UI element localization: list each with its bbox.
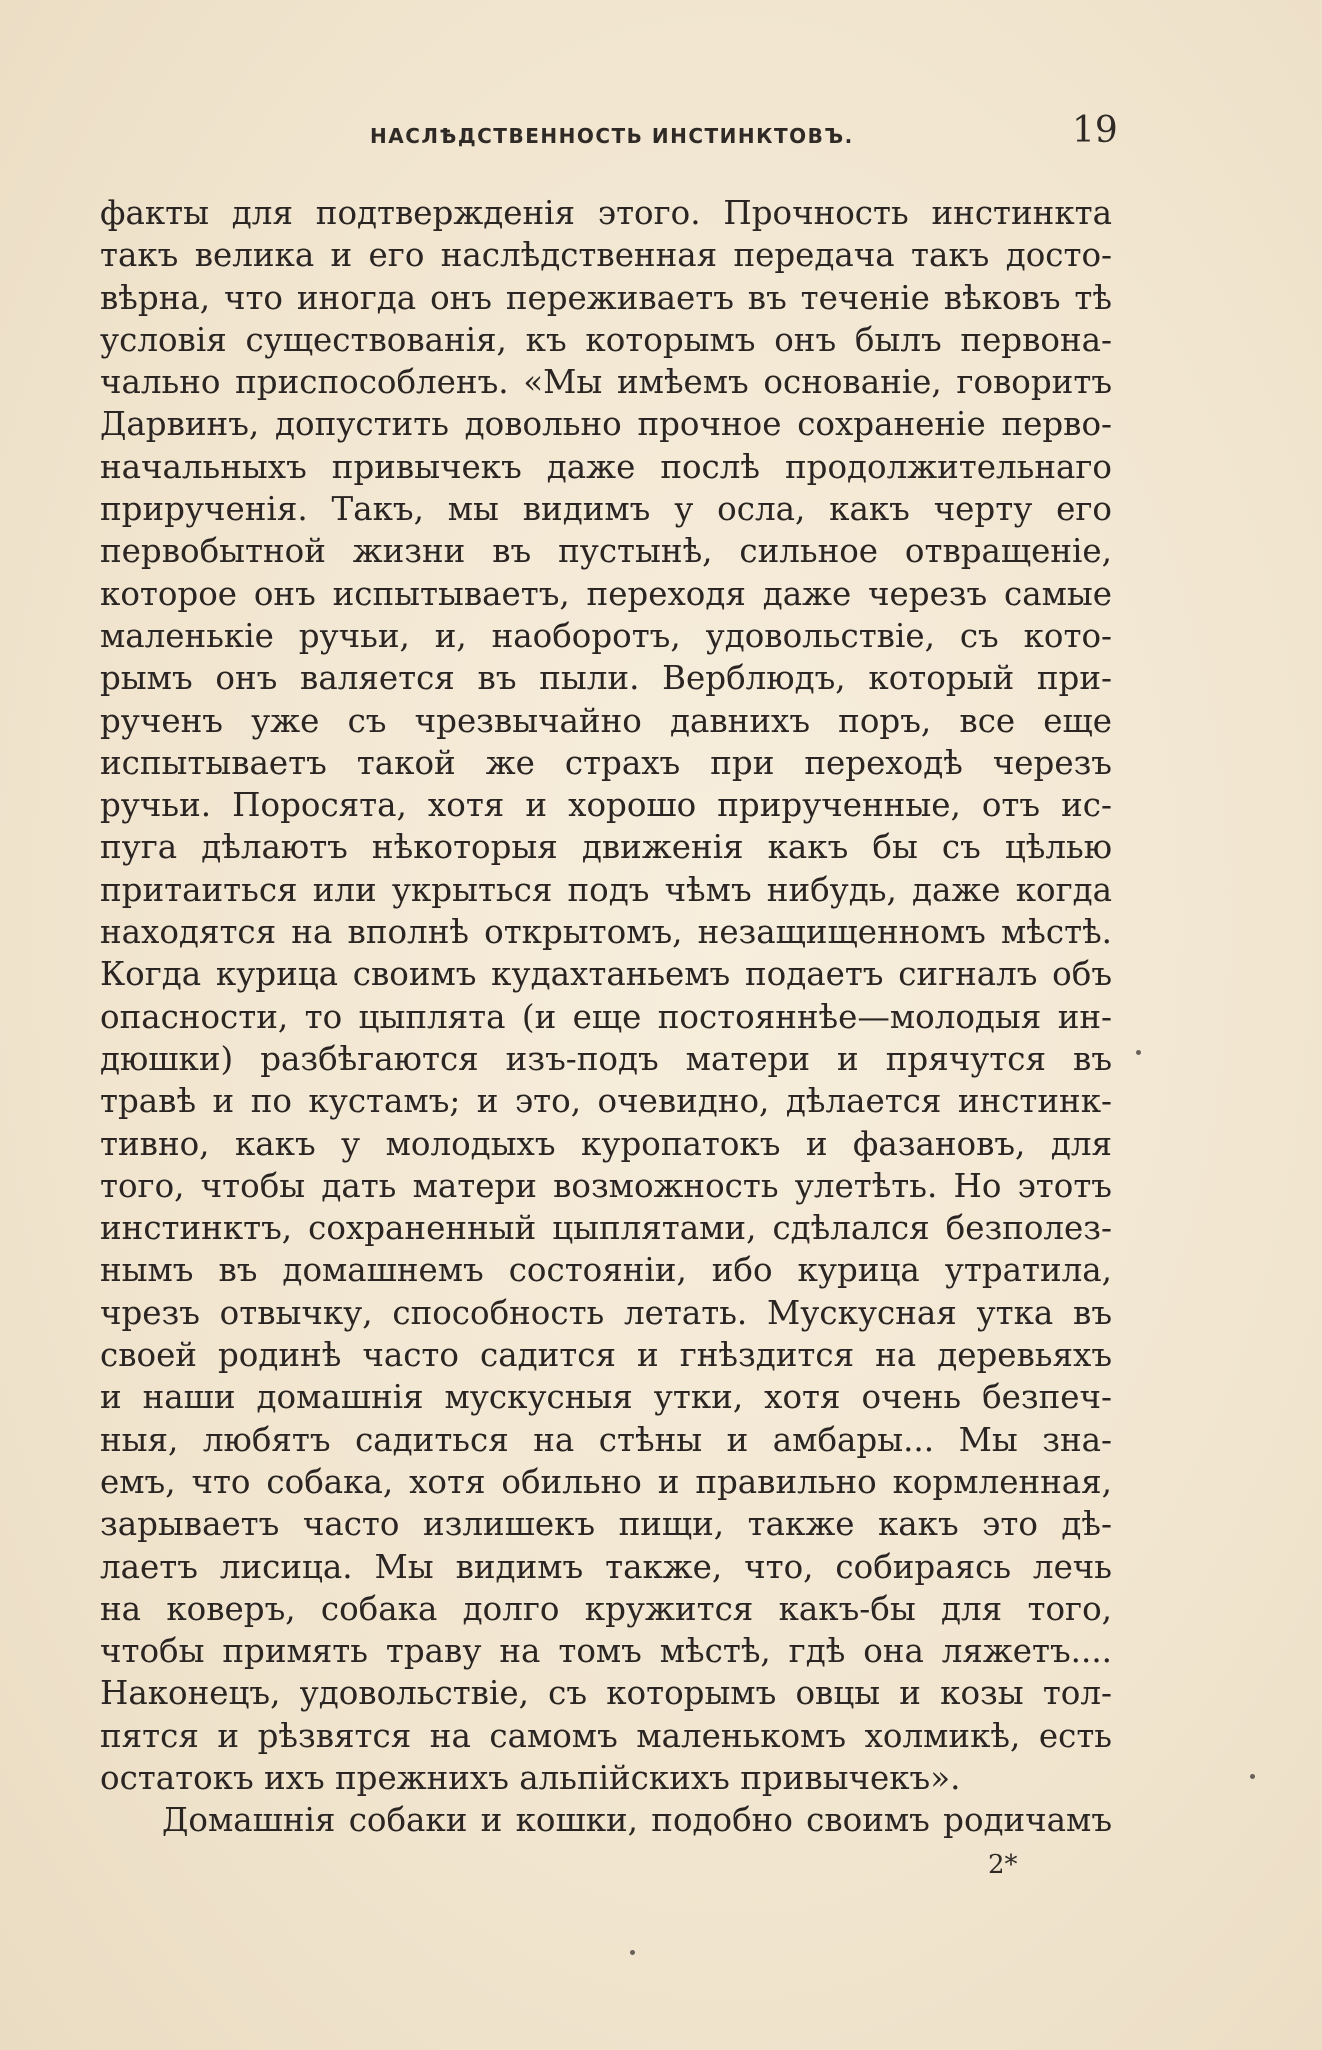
text-line: такъ велика и его наслѣдственная передача такъ досто- [100,236,1112,275]
text-line: вѣрна, что иногда онъ переживаетъ въ теченіе вѣковъ тѣ [100,278,1112,317]
text-line: рученъ уже съ чрезвычайно давнихъ поръ, все еще [100,701,1112,740]
text-line: факты для подтвержденія этого. Прочность инстинкта [100,194,1112,232]
text-line: зарываетъ часто излишекъ пищи, также какъ это дѣ- [100,1505,1112,1544]
text-line: Наконецъ, удовольствіе, съ которымъ овцы и козы тол- [100,1674,1112,1713]
text-line: чально приспособленъ. «Мы имѣемъ основаніе, говоритъ [100,363,1112,402]
text-line: условія существованія, къ которымъ онъ былъ первона- [100,320,1112,359]
text-line: того, чтобы дать матери возможность улетѣть. Но этотъ [100,1166,1112,1205]
text-line: лаетъ лисица. Мы видимъ также, что, собираясь лечь [100,1547,1112,1586]
text-line: чрезъ отвычку, способность летать. Мускусная утка въ [100,1293,1112,1332]
text-line: прирученія. Такъ, мы видимъ у осла, какъ черту его [100,490,1112,529]
page-number: 19 [1072,110,1118,151]
text-line-paragraph-start: Домашнія собаки и кошки, подобно своимъ родичамъ [162,1801,1112,1840]
text-line: Когда курица своимъ кудахтаньемъ подаетъ сигналъ объ [100,955,1112,994]
text-line: опасности, то цыплята (и еще постояннѣе—молодыя ин- [100,997,1112,1036]
text-line: своей родинѣ часто садится и гнѣздится на деревьяхъ [100,1336,1112,1375]
text-line: на коверъ, собака долго кружится какъ-бы для того, [100,1589,1112,1628]
text-line: начальныхъ привычекъ даже послѣ продолжительнаго [100,447,1112,486]
text-line: емъ, что собака, хотя обильно и правильно кормленная, [100,1462,1112,1501]
text-line: остатокъ ихъ прежнихъ альпійскихъ привычекъ». [100,1758,961,1797]
print-speck [1250,1774,1255,1779]
text-line: и наши домашнія мускусныя утки, хотя очень безпеч- [100,1378,1112,1417]
text-line: которое онъ испытываетъ, переходя даже черезъ самые [100,574,1112,613]
print-speck [630,1950,635,1955]
print-speck [1136,1050,1141,1055]
running-head-title: НАСЛѢДСТВЕННОСТЬ ИНСТИНКТОВЪ. [370,124,854,148]
text-line: травѣ и по кустамъ; и это, очевидно, дѣлается инстинк- [100,1082,1112,1121]
text-line: пуга дѣлаютъ нѣкоторыя движенія какъ бы съ цѣлью [100,828,1112,867]
text-line: ныя, любятъ садиться на стѣны и амбары... Мы зна- [100,1420,1112,1459]
text-line: чтобы примять траву на томъ мѣстѣ, гдѣ она ляжетъ.... [100,1632,1112,1671]
signature-mark: 2* [988,1850,1018,1880]
text-line: находятся на вполнѣ открытомъ, незащищенномъ мѣстѣ. [100,913,1112,952]
text-line: маленькіе ручьи, и, наоборотъ, удовольствіе, съ кото- [100,616,1112,655]
text-line: нымъ въ домашнемъ состояніи, ибо курица утратила, [100,1251,1112,1290]
text-line: дюшки) разбѣгаются изъ-подъ матери и прячутся въ [100,1039,1112,1078]
text-line: ручьи. Поросята, хотя и хорошо прирученные, отъ ис- [100,786,1112,825]
text-line: пятся и рѣзвятся на самомъ маленькомъ холмикѣ, есть [100,1716,1112,1755]
body-text [100,192,1112,1842]
text-line: инстинктъ, сохраненный цыплятами, сдѣлался безполез- [100,1209,1112,1248]
text-line: притаиться или укрыться подъ чѣмъ нибудь, даже когда [100,870,1112,909]
text-line: первобытной жизни въ пустынѣ, сильное отвращеніе, [100,532,1112,571]
text-line: рымъ онъ валяется въ пыли. Верблюдъ, который при- [100,659,1112,698]
text-line: Дарвинъ, допустить довольно прочное сохраненіе перво- [100,405,1112,444]
text-line: испытываетъ такой же страхъ при переходѣ черезъ [100,743,1112,782]
text-line: тивно, какъ у молодыхъ куропатокъ и фазановъ, для [100,1124,1112,1163]
